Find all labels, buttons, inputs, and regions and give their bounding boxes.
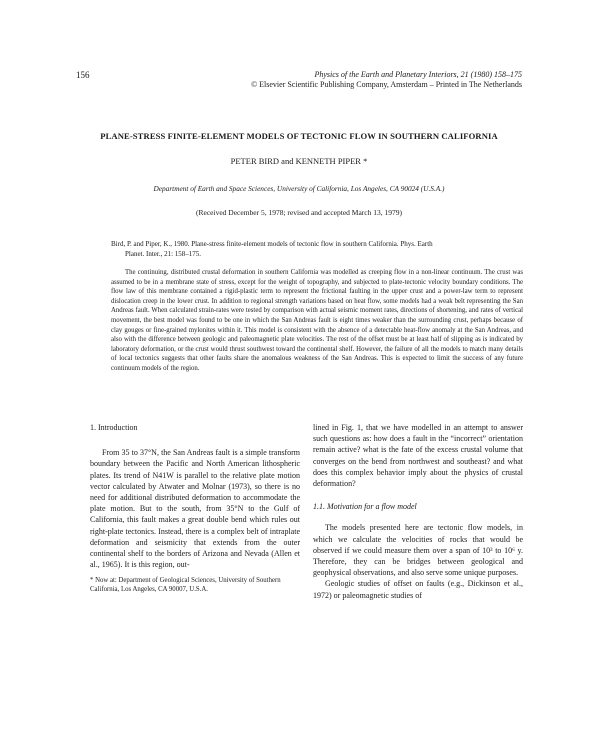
body-paragraph: From 35 to 37°N, the San Andreas fault is a simple transform boundary between the Pacific and North American lithospheric plates. Its trend of N41W is parallel to the relative plate motion vector calculated by Atwater and Molnar (1973), so there is no need for additional distributed deformation to accommodate the plate motion. But to the south, from 35°N to the Gulf of California, this fault makes a great double bend which rules out right-plate tectonics. Instead, there is a complex belt of intraplate deformation and seismicity that extends from the outer continental shelf to the borders of Arizona and Nevada (Allen et al., 1965). It is this region, out- bbox=[90, 448, 300, 570]
abstract: The continuing, distributed crustal deformation in southern California was modelled as creeping flow in a non-linear continuum. The crust was assumed to be in a membrane state of stress, except for the weight of topography, and subjected to plate-tectonic velocity boundary conditions. The flow law of this membrane contained a rigid-plastic term to represent the frictional faulting in the upper crust and a power-law term to represent dislocation creep in the lower crust. In addition to regional strength variations based on heat flow, some models had a weak belt representing the San Andreas fault. When calculated strain-rates were tested by comparison with actual seismic moment rates, directions of shortening, and rates of vertical movement, the best model was found to be one in which the San Andreas fault is eight times weaker than the surrounding crust, perhaps because of clay gouges or fine-grained mylonites within it. This model is consistent with the absence of a detectable heat-flow anomaly at the San Andreas, and also with the difference between geologic and paleomagnetic plate velocities. The rest of the offset must be at least half of slipping as is indicated by laboratory deformation, or the crust would thrust southwest toward the continental shelf. However, the failure of all the models to match many details of local tectonics suggests that other faults share the anomalous weakness of the San Andreas. This is expected to limit the success of any future continuum models of the region. bbox=[111, 269, 523, 372]
received-dates: (Received December 5, 1978; revised and accepted March 13, 1979) bbox=[196, 208, 402, 217]
body-paragraph: The models presented here are tectonic flow models, in which we calculate the velocities of rocks that would be observed if we could measure them over a span of 10³ to 10⁶ y. Therefore, they can be bridges between geological and geophysical observations, and also serve some unique purposes. bbox=[313, 523, 523, 578]
author-affiliation: Department of Earth and Space Sciences, University of California, Los Angeles, CA 90024 (U.S.A.) bbox=[153, 184, 445, 193]
author-footnote: * Now at: Department of Geological Sciences, University of Southern California, Los Angeles, CA 90007, U.S.A. bbox=[90, 577, 281, 593]
subsection-heading: 1.1. Motivation for a flow model bbox=[313, 502, 417, 512]
section-heading-introduction: 1. Introduction bbox=[90, 423, 138, 432]
body-paragraph: lined in Fig. 1, that we have modelled in an attempt to answer such questions as: how does a fault in the “incorrect” orientation remain active? what is the fate of the excess crustal volume that converges on the bend from northwest and southeast? and what does this complex behavior imply about the physics of crustal deformation? bbox=[313, 423, 523, 489]
citation-line-1: Bird, P. and Piper, K., 1980. Plane-stress finite-element models of tectonic flow in southern California. Phys. Earth bbox=[111, 240, 433, 248]
right-column bbox=[313, 422, 523, 601]
bibliographic-citation bbox=[111, 240, 523, 259]
body-paragraph: Geologic studies of offset on faults (e.g., Dickinson et al., 1972) or paleomagnetic studies of bbox=[313, 579, 523, 600]
publisher-line: © Elsevier Scientific Publishing Company, Amsterdam – Printed in The Netherlands bbox=[251, 80, 522, 89]
journal-citation: Physics of the Earth and Planetary Interiors, 21 (1980) 158–175 bbox=[314, 70, 522, 79]
citation-line-2: Planet. Inter., 21: 158–175. bbox=[125, 249, 202, 258]
article-title: PLANE-STRESS FINITE-ELEMENT MODELS OF TECTONIC FLOW IN SOUTHERN CALIFORNIA bbox=[100, 131, 498, 141]
left-column bbox=[90, 422, 300, 570]
article-authors: PETER BIRD and KENNETH PIPER * bbox=[230, 156, 368, 166]
page-number: 156 bbox=[76, 70, 90, 80]
